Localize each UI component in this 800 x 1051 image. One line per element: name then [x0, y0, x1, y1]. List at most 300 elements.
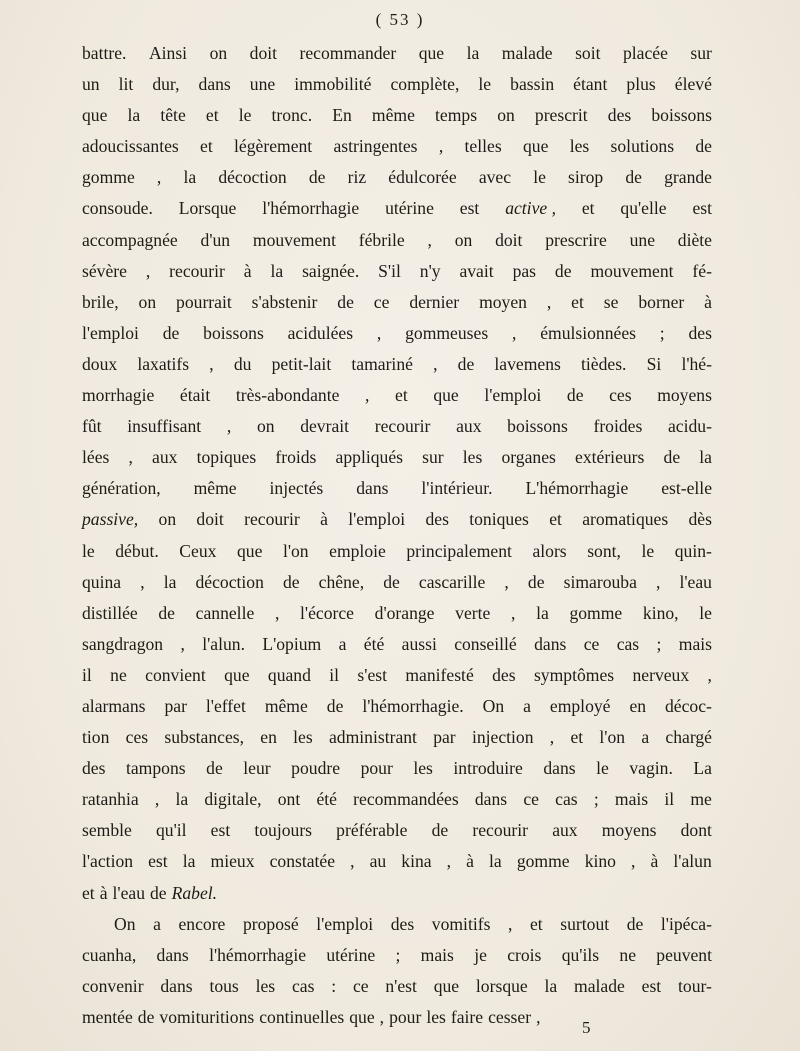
word: cascarille — [418, 571, 486, 592]
body-text — [82, 38, 712, 1033]
word: que — [82, 105, 108, 126]
word: aux — [552, 820, 578, 841]
word: est — [148, 851, 168, 872]
word: dans — [534, 633, 567, 654]
word: , — [508, 913, 513, 934]
word: doit — [495, 229, 523, 250]
word: distillée — [82, 602, 138, 623]
word: alors — [532, 540, 567, 561]
signature-mark: 5 — [582, 1018, 591, 1037]
word: fé- — [692, 260, 712, 281]
word: la — [270, 260, 284, 281]
word: dans — [198, 74, 231, 95]
word: petit-lait — [271, 353, 332, 374]
word: kino — [584, 851, 616, 872]
word: convient — [145, 664, 206, 685]
word: , — [376, 322, 382, 343]
word: lavemens — [494, 353, 561, 374]
word: de — [626, 913, 644, 934]
word: boissons — [651, 105, 712, 126]
word: utérine — [385, 198, 434, 219]
word: battre. — [82, 43, 127, 63]
word: le — [238, 105, 252, 126]
word: mieux — [210, 851, 255, 872]
text-line — [82, 784, 712, 815]
word: introduire — [453, 758, 523, 779]
word: chargé — [665, 727, 712, 748]
word: telles — [464, 136, 502, 157]
word: de — [695, 136, 712, 157]
word: même — [264, 695, 308, 716]
word: en — [260, 727, 277, 748]
word: brile, — [82, 291, 119, 312]
word: , — [656, 571, 661, 592]
text-line — [82, 504, 712, 535]
word: morrhagie — [82, 385, 155, 406]
word: quand — [267, 664, 311, 685]
word: l'écorce — [300, 602, 354, 623]
word: plus — [626, 74, 656, 95]
word: gomme — [569, 602, 623, 623]
word: édulcorée — [388, 167, 457, 188]
word: extérieurs — [575, 447, 645, 468]
word: même — [193, 478, 237, 499]
word: l'hémorrhagie — [262, 198, 360, 219]
word: laxatifs — [137, 353, 190, 374]
word: moyens — [601, 820, 657, 841]
word: symptômes — [533, 664, 615, 685]
word: gommeuses — [405, 322, 489, 343]
word: et — [530, 913, 543, 934]
word: est — [641, 975, 662, 996]
word: simarouba — [563, 571, 637, 592]
word: Ceux — [179, 540, 217, 561]
word: , — [274, 602, 280, 623]
word: l'alun — [673, 851, 712, 872]
word: injectés — [269, 478, 324, 499]
word: , — [433, 353, 438, 374]
word: riz — [347, 167, 367, 188]
word: ; — [593, 789, 599, 810]
text-line — [82, 318, 712, 349]
word: , — [511, 322, 517, 343]
word: moyens — [657, 385, 712, 406]
word: et — [571, 291, 584, 312]
word: recourir — [472, 820, 529, 841]
word: , — [180, 633, 185, 654]
word: , — [511, 602, 516, 623]
word: était — [179, 385, 211, 406]
word: diète — [677, 229, 712, 250]
word: dans — [160, 975, 193, 996]
word: accompagnée — [82, 229, 178, 250]
word: est — [692, 198, 712, 219]
text-line — [82, 878, 712, 909]
word: cannelle — [195, 602, 255, 623]
word: de — [137, 1006, 155, 1027]
word: que — [522, 136, 549, 157]
word: , — [145, 260, 151, 281]
word: toniques — [469, 509, 529, 530]
text-line — [82, 193, 712, 224]
word: continuelles — [259, 1006, 345, 1027]
word: ce — [352, 975, 369, 996]
word: , — [379, 1006, 385, 1027]
word: on — [497, 105, 515, 126]
word: début. — [115, 540, 159, 561]
word: passive, — [82, 509, 139, 530]
word: pourrait — [176, 291, 232, 312]
word: des — [82, 758, 106, 779]
word: il — [664, 789, 675, 810]
word: s'est — [357, 664, 387, 685]
text-line — [82, 567, 712, 598]
word: de — [663, 447, 681, 468]
word: injection — [471, 727, 534, 748]
word: L'opium — [262, 633, 322, 654]
word: les — [293, 727, 313, 748]
word: semble — [82, 820, 132, 841]
word: lées — [82, 447, 110, 468]
word: émulsionnées — [540, 322, 636, 343]
word: S'il — [378, 260, 401, 281]
word: une — [249, 74, 276, 95]
text-line — [82, 629, 712, 660]
text-line — [82, 287, 712, 318]
word: boissons — [203, 322, 264, 343]
word: sirop — [568, 167, 604, 188]
word: le — [478, 74, 492, 95]
word: , — [226, 416, 232, 437]
word: a — [153, 913, 161, 934]
word: et — [395, 385, 408, 406]
word: avec — [478, 167, 512, 188]
text-line — [82, 909, 712, 940]
word: sangdragon — [82, 633, 164, 654]
word: l'eau — [679, 571, 712, 592]
word: qu'il — [155, 820, 187, 841]
word: l'emploi — [82, 322, 139, 343]
word: de — [162, 322, 180, 343]
word: étant — [573, 74, 608, 95]
word: , — [350, 851, 355, 872]
word: été — [316, 789, 337, 810]
word: aromatiques — [582, 509, 669, 530]
word: , — [154, 789, 160, 810]
word: moyen — [479, 291, 527, 312]
word: d'orange — [374, 602, 435, 623]
word: le — [641, 540, 655, 561]
word: recourir — [169, 260, 225, 281]
word: d'un — [200, 229, 231, 250]
word: à — [466, 851, 474, 872]
word: cuanha, — [82, 944, 137, 965]
word: tronc. — [271, 105, 313, 126]
word: sur — [690, 43, 712, 63]
word: tête — [160, 105, 186, 126]
text-line — [82, 225, 712, 256]
word: l'emploi — [316, 913, 374, 934]
word: mentée — [82, 1006, 133, 1027]
word: conseillé — [454, 633, 517, 654]
text-line — [82, 100, 712, 131]
word: le — [82, 540, 95, 561]
word: ; — [656, 633, 662, 654]
text-line — [82, 753, 712, 784]
word: , — [446, 851, 452, 872]
word: peuvent — [656, 944, 712, 965]
word: ce — [583, 633, 600, 654]
word: convenir — [82, 975, 144, 996]
word: l'effet — [205, 695, 246, 716]
word: : — [331, 975, 337, 996]
word: je — [474, 944, 487, 965]
text-line — [82, 69, 712, 100]
word: à — [243, 260, 252, 281]
word: les — [426, 1006, 446, 1027]
word: qu'elle — [620, 198, 667, 219]
word: boissons — [507, 416, 568, 437]
word: crois — [507, 944, 542, 965]
word: active , — [505, 198, 556, 219]
word: que — [224, 664, 250, 685]
word: vomitifs — [431, 913, 491, 934]
word: ; — [659, 322, 665, 343]
text-line — [82, 815, 712, 846]
word: est-elle — [661, 478, 712, 499]
word: l'intérieur. — [421, 478, 493, 499]
word: , — [128, 447, 133, 468]
word: de — [457, 353, 475, 374]
word: On — [482, 695, 505, 716]
word: appliqués — [335, 447, 403, 468]
word: on — [454, 229, 473, 250]
word: recommandées — [353, 789, 459, 810]
word: , — [140, 571, 145, 592]
word: borner — [638, 291, 685, 312]
word: dont — [680, 820, 712, 841]
word: topiques — [196, 447, 257, 468]
word: le — [596, 758, 609, 779]
word: n'y — [419, 260, 441, 281]
word: doit — [196, 509, 224, 530]
word: de — [326, 695, 344, 716]
word: que — [433, 975, 460, 996]
word: bassin — [510, 74, 555, 95]
word: placée — [622, 43, 668, 63]
word: devrait — [300, 416, 350, 437]
word: La — [693, 758, 712, 779]
word: même — [371, 105, 415, 126]
word: tampons — [125, 758, 186, 779]
word: recourir — [244, 509, 300, 530]
word: l'alun. — [202, 633, 245, 654]
word: de — [150, 882, 167, 903]
word: grande — [664, 167, 712, 188]
word: gomme — [516, 851, 570, 872]
word: On — [114, 913, 136, 934]
word: cas — [616, 633, 640, 654]
word: à — [320, 509, 328, 530]
word: et — [581, 198, 595, 219]
word: la — [183, 167, 197, 188]
word: insuffisant — [127, 416, 202, 437]
text-line — [82, 38, 712, 69]
word: cesser — [488, 1006, 532, 1027]
word: poudre — [291, 758, 341, 779]
word: tous — [209, 975, 239, 996]
word: et — [82, 882, 95, 903]
word: pour — [360, 758, 393, 779]
word: la — [536, 602, 549, 623]
word: des — [425, 509, 449, 530]
word: à — [650, 851, 659, 872]
word: l'hémorrhagie — [209, 944, 307, 965]
word: toujours — [254, 820, 313, 841]
word: mais — [420, 944, 454, 965]
word: ; — [395, 944, 401, 965]
word: faire — [450, 1006, 484, 1027]
word: on — [209, 43, 228, 63]
word: la — [699, 447, 712, 468]
word: l'on — [282, 540, 309, 561]
word: la — [182, 851, 196, 872]
word: de — [431, 820, 449, 841]
word: aussi — [401, 633, 437, 654]
text-line — [82, 598, 712, 629]
text-line — [82, 380, 712, 411]
word: recourir — [374, 416, 431, 437]
word: froids — [275, 447, 317, 468]
word: préférable — [336, 820, 408, 841]
word: , — [707, 664, 712, 685]
word: les — [255, 975, 276, 996]
word: mais — [678, 633, 712, 654]
word: ne — [110, 664, 127, 685]
word: et — [200, 136, 213, 157]
word: avait — [459, 260, 494, 281]
word: la — [127, 105, 141, 126]
word: que — [418, 43, 445, 63]
word: , — [546, 291, 552, 312]
word: dans — [356, 478, 389, 499]
word: de — [158, 602, 175, 623]
word: en — [629, 695, 647, 716]
word: sur — [422, 447, 444, 468]
word: génération, — [82, 478, 161, 499]
text-line — [82, 473, 712, 504]
word: on — [158, 509, 177, 530]
word: est — [459, 198, 480, 219]
word: très-abondante — [235, 385, 340, 406]
word: la — [175, 789, 189, 810]
text-line — [82, 691, 712, 722]
text-line — [82, 349, 712, 380]
text-line — [82, 846, 712, 877]
word: tour- — [678, 975, 712, 996]
word: encore — [178, 913, 226, 934]
word: doit — [249, 43, 278, 63]
word: leur — [243, 758, 271, 779]
word: élevé — [674, 74, 712, 95]
word: pour — [389, 1006, 422, 1027]
word: tamariné — [351, 353, 413, 374]
word: le — [699, 602, 712, 623]
word: sévère — [82, 260, 127, 281]
word: une — [629, 229, 655, 250]
word: la — [466, 43, 480, 63]
word: consoude. — [82, 198, 153, 219]
text-line — [82, 162, 712, 193]
word: ce — [373, 291, 390, 312]
word: L'hémorrhagie — [525, 478, 629, 499]
word: ne — [619, 944, 636, 965]
word: acidulées — [287, 322, 354, 343]
word: kino, — [642, 602, 679, 623]
word: quin- — [674, 540, 712, 561]
word: la — [163, 571, 177, 592]
word: de — [566, 385, 584, 406]
word: il — [329, 664, 340, 685]
word: emploie — [329, 540, 386, 561]
word: l'emploi — [484, 385, 542, 406]
word: , — [365, 385, 370, 406]
word: lorsque — [475, 975, 528, 996]
text-line — [82, 536, 712, 567]
word: le — [533, 167, 546, 188]
word: surtout — [560, 913, 610, 934]
word: Si — [646, 353, 662, 374]
word: prescrit — [534, 105, 588, 126]
word: l'on — [599, 727, 626, 748]
word: pas — [512, 260, 537, 281]
text-line — [82, 940, 712, 971]
word: dernier — [409, 291, 460, 312]
word: utérine — [326, 944, 376, 965]
word: on — [256, 416, 275, 437]
page-number: ( 53 ) — [375, 10, 425, 29]
word: et — [549, 509, 562, 530]
word: s'abstenir — [251, 291, 318, 312]
word: doux — [82, 353, 118, 374]
word: , — [504, 571, 509, 592]
word: cas — [291, 975, 315, 996]
word: astringentes — [333, 136, 418, 157]
word: , — [438, 136, 444, 157]
word: de — [625, 167, 642, 188]
word: nerveux — [632, 664, 690, 685]
word: il — [82, 664, 92, 685]
word: a — [523, 695, 531, 716]
word: dès — [688, 509, 712, 530]
word: a — [641, 727, 650, 748]
word: vagin. — [629, 758, 673, 779]
word: que — [433, 385, 459, 406]
word: chêne, — [318, 571, 365, 592]
word: complète, — [390, 74, 460, 95]
word: à — [704, 291, 712, 312]
word: de — [527, 571, 545, 592]
word: les — [569, 136, 590, 157]
word: ratanhia — [82, 789, 139, 810]
word: proposé — [242, 913, 299, 934]
word: principalement — [406, 540, 512, 561]
word: alarmans — [82, 695, 146, 716]
word: tion — [82, 727, 110, 748]
word: , — [631, 851, 636, 872]
word: , — [209, 353, 214, 374]
word: les — [462, 447, 483, 468]
